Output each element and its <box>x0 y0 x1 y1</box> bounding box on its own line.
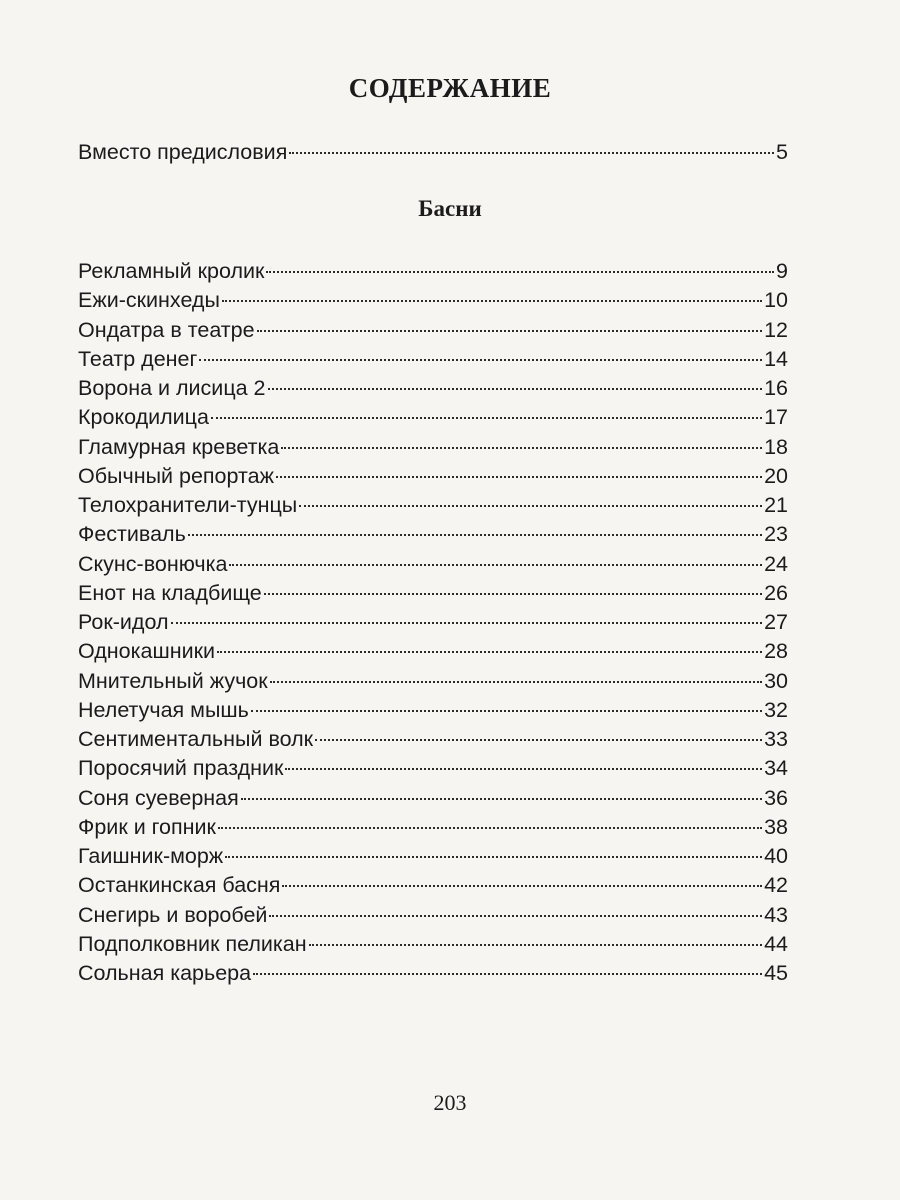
toc-entry <box>78 373 788 403</box>
dot-leader <box>222 300 762 302</box>
toc-entry-page: 34 <box>764 756 788 781</box>
dot-leader <box>269 915 762 917</box>
toc-entry-label: Скунс-вонючка <box>78 551 228 576</box>
toc-entry-page: 28 <box>764 639 788 664</box>
dot-leader <box>225 856 762 858</box>
toc-entry-label: Крокодилица <box>78 405 209 430</box>
dot-leader <box>266 271 774 273</box>
toc-entry <box>78 432 788 462</box>
toc-entry <box>78 315 788 345</box>
toc-entry-page: 26 <box>764 580 788 605</box>
toc-entry-page: 42 <box>764 873 788 898</box>
toc-entry-label: Мнительный жучок <box>78 668 268 693</box>
toc-entry-label: Сентиментальный волк <box>78 727 314 751</box>
toc-entry <box>78 724 788 754</box>
toc-entry-page: 27 <box>764 610 788 634</box>
toc-entry-label: Гламурная креветка <box>78 434 280 459</box>
dot-leader <box>299 505 762 507</box>
toc-entry-page: 5 <box>776 140 788 164</box>
toc-entry <box>78 841 788 871</box>
toc-entry-label: Ворона и лисица 2 <box>78 376 266 400</box>
toc-entry-label: Рок-идол <box>78 610 169 634</box>
toc-entry <box>78 900 788 930</box>
toc-entry-page: 21 <box>764 493 788 517</box>
toc-entry-page: 17 <box>764 405 788 430</box>
dot-leader <box>241 798 762 800</box>
dot-leader <box>281 447 762 449</box>
toc-entry-label: Однокашники <box>78 639 216 664</box>
dot-leader <box>285 768 762 770</box>
dot-leader <box>188 534 762 536</box>
toc-entry <box>78 519 788 549</box>
toc-entry <box>78 461 788 491</box>
toc-entry-label: Сольная карьера <box>78 961 252 985</box>
dot-leader <box>211 417 762 419</box>
toc-entry <box>78 636 788 666</box>
toc-entry-label: Гаишник-морж <box>78 844 224 868</box>
toc-entry <box>78 402 788 432</box>
dot-leader <box>229 564 762 566</box>
toc-entry <box>78 256 788 286</box>
toc-entry <box>78 607 788 637</box>
toc-entry <box>78 285 788 315</box>
toc-entry <box>78 666 788 696</box>
toc-entry-label: Останкинская басня <box>78 873 281 898</box>
toc-entry <box>78 812 788 842</box>
toc-entry <box>78 344 788 374</box>
toc-entry <box>78 549 788 579</box>
toc-entry <box>78 490 788 520</box>
page-title: СОДЕРЖАНИЕ <box>348 73 552 103</box>
toc-entry-label: Подполковник пеликан <box>78 931 307 956</box>
toc-entry-page: 9 <box>776 259 788 283</box>
section-heading: Басни <box>418 196 482 221</box>
toc-entry-label: Ондатра в театре <box>78 317 255 342</box>
toc-entry-page: 10 <box>764 288 788 313</box>
toc-entry-page: 14 <box>764 346 788 371</box>
toc-entry-page: 32 <box>764 697 788 722</box>
toc-entry-label: Поросячий праздник <box>78 756 284 781</box>
toc-entry-page: 36 <box>764 785 788 810</box>
dot-leader <box>217 651 762 653</box>
toc-entry <box>78 929 788 959</box>
toc-entry-label: Снегирь и воробей <box>78 902 268 927</box>
page-number: 203 <box>433 1090 467 1115</box>
toc-entry-label: Обычный репортаж <box>78 463 274 488</box>
toc-entry-page: 12 <box>764 317 788 342</box>
dot-leader <box>264 593 762 595</box>
dot-leader <box>251 710 762 712</box>
toc-entry <box>78 783 788 813</box>
dot-leader <box>282 885 762 887</box>
dot-leader <box>218 827 762 829</box>
dot-leader <box>257 330 763 332</box>
toc-entry-label: Театр денег <box>78 346 198 371</box>
toc-entry-page: 24 <box>764 551 788 576</box>
toc-entry-page: 23 <box>764 522 788 547</box>
toc-entry-label: Соня суеверная <box>78 785 239 810</box>
toc-entry-page: 45 <box>764 961 788 985</box>
toc-entry-page: 20 <box>764 463 788 488</box>
toc-entry <box>78 958 788 988</box>
toc-entry-page: 38 <box>764 814 788 839</box>
dot-leader <box>309 944 762 946</box>
toc-entry-label: Рекламный кролик <box>78 259 265 283</box>
toc-entry-page: 43 <box>764 902 788 927</box>
dot-leader <box>268 388 763 390</box>
toc-entry-page: 44 <box>764 931 788 956</box>
dot-leader <box>253 973 762 975</box>
toc-entry <box>78 870 788 900</box>
toc-entry-page: 16 <box>764 376 788 400</box>
toc-entry-page: 30 <box>764 668 788 693</box>
toc-entry-label: Нелетучая мышь <box>78 697 249 722</box>
toc-entry-label: Вместо предисловия <box>78 140 288 164</box>
toc-entry <box>78 753 788 783</box>
dot-leader <box>199 359 762 361</box>
dot-leader <box>315 739 762 741</box>
dot-leader <box>171 622 763 624</box>
toc-entry <box>78 578 788 608</box>
toc-entry-label: Фрик и гопник <box>78 814 216 839</box>
toc-entry-page: 33 <box>764 727 788 751</box>
toc-entry-label: Телохранители-тунцы <box>78 493 298 517</box>
toc-entry-page: 40 <box>764 844 788 868</box>
dot-leader <box>270 681 762 683</box>
toc-entry-page: 18 <box>764 434 788 459</box>
dot-leader <box>276 476 762 478</box>
toc-entry <box>78 695 788 725</box>
toc-entry-label: Ежи-скинхеды <box>78 288 220 313</box>
toc-entry-label: Фестиваль <box>78 522 186 547</box>
toc-entry-label: Енот на кладбище <box>78 580 262 605</box>
